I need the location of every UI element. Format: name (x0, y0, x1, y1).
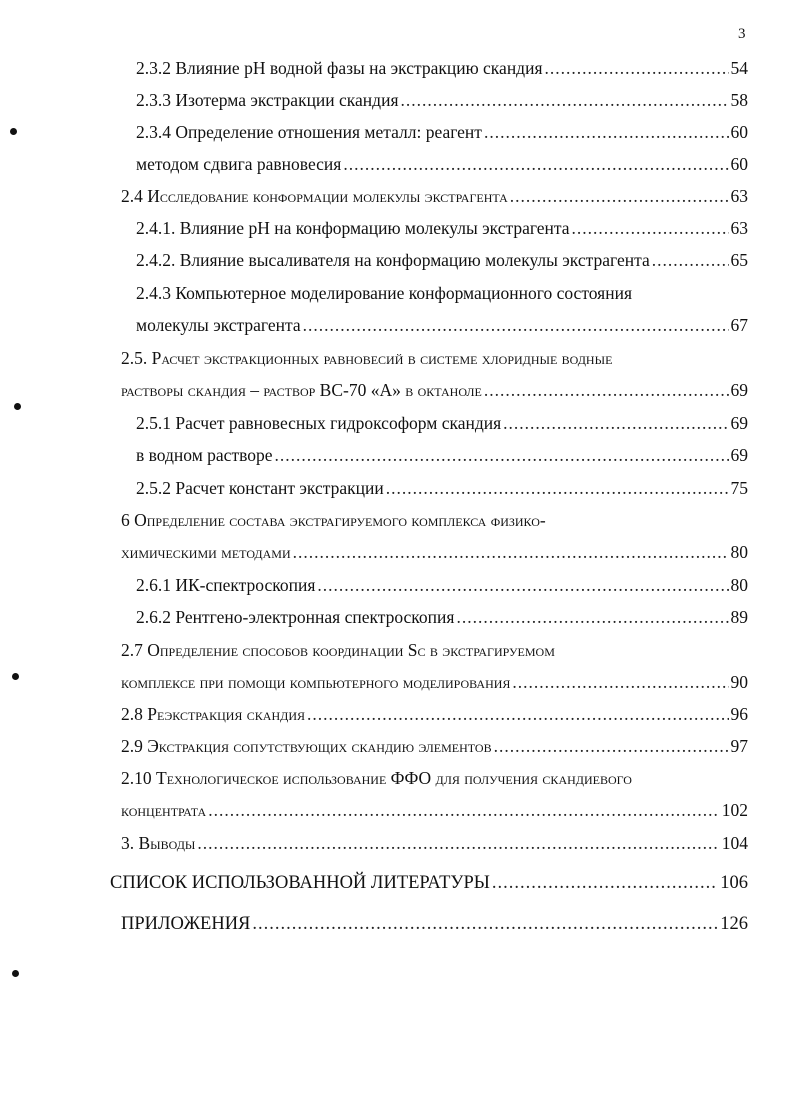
toc-entry[interactable] (136, 90, 748, 111)
toc-entry[interactable] (136, 607, 748, 628)
toc-dot-leader (343, 154, 728, 175)
toc-entry-page: 90 (730, 672, 748, 692)
toc-entry-title: 2.5.2 Расчет констант экстракции (136, 478, 384, 498)
toc-entry-title: 2.7 Определение способов координации Sc в экстрагируемом (121, 640, 555, 660)
toc-entry-page: 96 (730, 704, 748, 724)
toc-entry-title: 2.6.2 Рентгено-электронная спектроскопия (136, 607, 455, 627)
margin-dot (14, 403, 21, 410)
toc-entry-page: 80 (730, 542, 748, 562)
toc-entry[interactable] (121, 736, 748, 757)
toc-entry[interactable] (121, 640, 748, 661)
toc-entry-title: молекулы экстрагента (136, 315, 301, 335)
toc-dot-leader (503, 413, 728, 434)
toc-dot-leader (492, 873, 718, 894)
toc-dot-leader (307, 704, 729, 725)
toc-entry-title: 2.3.4 Определение отношения металл: реагент (136, 122, 482, 142)
toc-dot-leader (386, 478, 729, 499)
toc-entry-page: 58 (730, 90, 748, 110)
toc-entry-title: комплексе при помощи компьютерного моделирования (121, 672, 511, 692)
toc-entry[interactable] (121, 833, 748, 854)
toc-dot-leader (545, 58, 729, 79)
toc-entry-page: 106 (720, 873, 748, 893)
toc-dot-leader (572, 218, 729, 239)
toc-entry-title: методом сдвига равновесия (136, 154, 342, 174)
toc-entry-title: 2.9 Экстракция сопутствующих скандию элементов (121, 736, 492, 756)
toc-entry-title: концентрата (121, 800, 207, 820)
toc-entry-page: 54 (730, 58, 748, 78)
toc-entry-title: ПРИЛОЖЕНИЯ (121, 914, 251, 934)
toc-entry-title: 6 Определение состава экстрагируемого комплекса физико- (121, 510, 546, 530)
toc-entry-title: 2.6.1 ИК-спектроскопия (136, 575, 316, 595)
toc-entry-page: 60 (730, 154, 748, 174)
toc-entry-page: 60 (730, 122, 748, 142)
toc-entry[interactable] (121, 348, 748, 369)
toc-entry-page: 104 (721, 833, 748, 853)
toc-entry-title: 2.4.2. Влияние высаливателя на конформацию молекулы экстрагента (136, 250, 650, 270)
toc-entry-page: 97 (730, 736, 748, 756)
margin-dot (10, 128, 17, 135)
toc-entry[interactable] (136, 218, 748, 239)
toc-entry-page: 80 (730, 575, 748, 595)
toc-dot-leader (401, 90, 729, 111)
toc-dot-leader (197, 833, 719, 854)
toc-entry-title: СПИСОК ИСПОЛЬЗОВАННОЙ ЛИТЕРАТУРЫ (110, 873, 490, 893)
margin-dot (12, 673, 19, 680)
toc-dot-leader (494, 736, 729, 757)
toc-entry-page: 67 (730, 315, 748, 335)
toc-entry-title: 2.3.3 Изотерма экстракции скандия (136, 90, 399, 110)
toc-entry-title: растворы скандия – раствор ВС-70 «А» в октаноле (121, 380, 482, 400)
toc-entry-page: 65 (730, 250, 748, 270)
toc-entry[interactable] (136, 154, 748, 175)
toc-entry-page: 69 (730, 413, 748, 433)
toc-entry-page: 89 (730, 607, 748, 627)
toc-entry[interactable] (136, 250, 748, 271)
toc-entry-title: 2.3.2 Влияние pH водной фазы на экстракцию скандия (136, 58, 543, 78)
toc-entry[interactable] (136, 58, 748, 79)
toc-entry[interactable] (121, 800, 748, 821)
page-number: 3 (738, 26, 746, 42)
toc-entry-title: 2.4.3 Компьютерное моделирование конформационного состояния (136, 283, 632, 303)
toc-entry-title: 2.10 Технологическое использование ФФО для получения скандиевого (121, 768, 632, 788)
toc-entry-title: 2.4 Исследование конформации молекулы экстрагента (121, 186, 508, 206)
toc-entry[interactable] (121, 380, 748, 401)
toc-entry[interactable] (121, 542, 748, 563)
toc-entry[interactable] (136, 445, 748, 466)
toc-dot-leader (512, 672, 728, 693)
toc-entry[interactable] (136, 478, 748, 499)
toc-dot-leader (252, 914, 718, 935)
toc-dot-leader (275, 445, 729, 466)
toc-entry-page: 63 (730, 218, 748, 238)
toc-entry[interactable] (121, 186, 748, 207)
toc-entry-page: 126 (720, 914, 748, 934)
toc-entry-page: 69 (730, 380, 748, 400)
toc-entry-title: 3. Выводы (121, 833, 196, 853)
toc-dot-leader (510, 186, 729, 207)
toc-entry[interactable] (136, 315, 748, 336)
toc-dot-leader (303, 315, 729, 336)
toc-entry-page: 102 (721, 800, 748, 820)
toc-entry-title: 2.5.1 Расчет равновесных гидроксоформ скандия (136, 413, 502, 433)
toc-entry-title: химическими методами (121, 542, 291, 562)
toc-dot-leader (484, 122, 729, 143)
toc-dot-leader (484, 380, 729, 401)
toc-entry[interactable] (121, 510, 748, 531)
toc-entry-title: 2.5. Расчет экстракционных равновесий в системе хлоридные водные (121, 348, 613, 368)
toc-dot-leader (456, 607, 728, 628)
toc-dot-leader (652, 250, 729, 271)
toc-entry[interactable] (121, 672, 748, 693)
toc-entry[interactable] (136, 283, 748, 304)
toc-dot-leader (293, 542, 729, 563)
toc-dot-leader (317, 575, 728, 596)
toc-entry[interactable] (121, 914, 748, 935)
toc-entry-title: в водном растворе (136, 445, 273, 465)
toc-entry[interactable] (136, 575, 748, 596)
toc-entry[interactable] (110, 873, 748, 894)
toc-entry-page: 63 (730, 186, 748, 206)
margin-dot (12, 970, 19, 977)
toc-entry[interactable] (121, 704, 748, 725)
toc-entry-page: 69 (730, 445, 748, 465)
toc-entry-title: 2.4.1. Влияние pH на конформацию молекулы экстрагента (136, 218, 570, 238)
toc-dot-leader (208, 800, 720, 821)
toc-entry-title: 2.8 Реэкстракция скандия (121, 704, 305, 724)
toc-entry[interactable] (121, 768, 748, 789)
toc-entry[interactable] (136, 413, 748, 434)
toc-entry-page: 75 (730, 478, 748, 498)
toc-entry[interactable] (136, 122, 748, 143)
